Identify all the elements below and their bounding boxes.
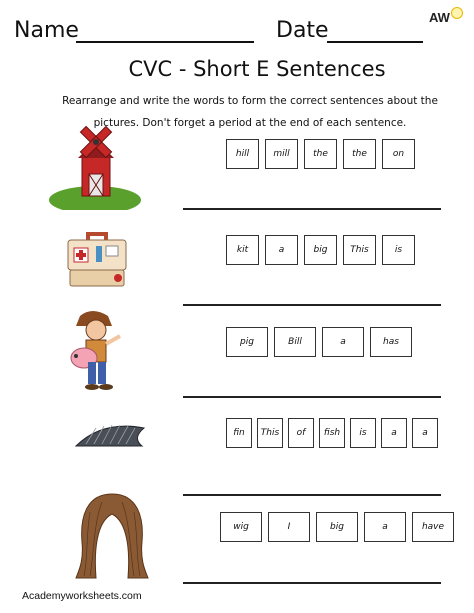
word-tile[interactable]: fin — [226, 418, 252, 448]
exercise-row-2 — [0, 218, 474, 308]
word-tile[interactable]: hill — [226, 139, 259, 169]
word-tile[interactable]: a — [412, 418, 438, 448]
wig-icon — [72, 492, 152, 580]
word-tile[interactable]: I — [268, 512, 310, 542]
word-tile[interactable]: Bill — [274, 327, 316, 357]
answer-line[interactable] — [183, 396, 441, 398]
first-aid-kit-icon — [62, 222, 132, 292]
word-tile[interactable]: a — [322, 327, 364, 357]
exercise-row-3 — [0, 310, 474, 400]
word-tile[interactable]: have — [412, 512, 454, 542]
fish-fin-icon — [72, 416, 152, 452]
instructions: Rearrange and write the words to form the correct sentences about the pictures. Don't forget a period at the end of each sentence. — [62, 95, 438, 129]
date-line[interactable] — [327, 41, 423, 43]
word-tile[interactable]: on — [382, 139, 415, 169]
answer-line[interactable] — [183, 208, 441, 210]
answer-line[interactable] — [183, 582, 441, 584]
word-tile[interactable]: big — [304, 235, 337, 265]
word-bank — [226, 327, 412, 357]
exercise-row-4 — [0, 400, 474, 490]
answer-line[interactable] — [183, 304, 441, 306]
word-bank — [226, 139, 415, 169]
windmill-barn-icon — [48, 122, 143, 210]
word-tile[interactable]: is — [350, 418, 376, 448]
word-tile[interactable]: the — [304, 139, 337, 169]
word-tile[interactable]: a — [381, 418, 407, 448]
word-tile[interactable]: big — [316, 512, 358, 542]
word-tile[interactable]: a — [265, 235, 298, 265]
word-tile[interactable]: pig — [226, 327, 268, 357]
word-tile[interactable]: a — [364, 512, 406, 542]
word-tile[interactable]: This — [257, 418, 283, 448]
logo: AW — [429, 10, 450, 25]
page-title: CVC - Short E Sentences — [128, 57, 386, 81]
word-bank — [226, 418, 438, 448]
exercise-row-1 — [0, 122, 474, 212]
word-bank — [226, 235, 415, 265]
word-tile[interactable]: This — [343, 235, 376, 265]
word-tile[interactable]: is — [382, 235, 415, 265]
man-with-pig-icon — [62, 310, 132, 395]
word-tile[interactable]: the — [343, 139, 376, 169]
name-label: Name — [14, 18, 79, 43]
word-tile[interactable]: of — [288, 418, 314, 448]
exercise-row-5 — [0, 490, 474, 580]
word-tile[interactable]: wig — [220, 512, 262, 542]
date-label: Date — [276, 18, 329, 43]
footer-credit: Academyworksheets.com — [22, 590, 142, 602]
word-tile[interactable]: has — [370, 327, 412, 357]
word-tile[interactable]: mill — [265, 139, 298, 169]
name-line[interactable] — [76, 41, 254, 43]
word-bank — [220, 512, 454, 542]
lightbulb-icon — [451, 7, 463, 19]
word-tile[interactable]: fish — [319, 418, 345, 448]
word-tile[interactable]: kit — [226, 235, 259, 265]
